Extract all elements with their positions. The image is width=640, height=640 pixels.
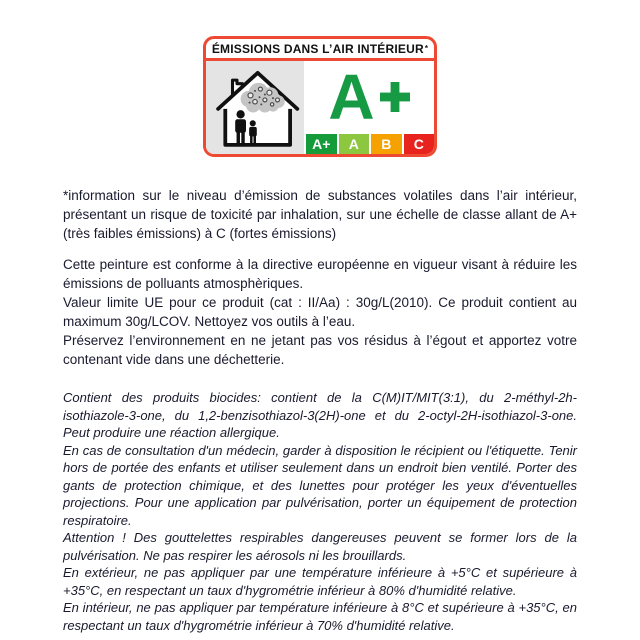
- house-with-indoor-pollution-cloud-and-family-icon: [209, 63, 301, 153]
- indoor-air-emissions-label: [203, 36, 437, 157]
- paragraph: Préservez l’environnement en ne jetant pas vos résidus à l’égout et apportez votre contenant vide dans une déchetterie.: [63, 333, 577, 367]
- label-text-column: [63, 186, 577, 634]
- paragraph: En extérieur, ne pas appliquer par une température inférieure à +5°C et supérieure à +35°C, en respectant un taux d'hygrométrie inférieur à 80% d'humidité relative.: [63, 565, 577, 598]
- label-body: [206, 61, 434, 154]
- label-title-text: ÉMISSIONS DANS L’AIR INTÉRIEUR: [211, 41, 424, 56]
- paragraph: En cas de consultation d'un médecin, garder à disposition le récipient ou l'étiquette. Tenir hors de portée des enfants et utiliser seulement dans un endroit bien ventilé. Porter des gants de protection chimique, et des lunettes pour protéger les yeux d'éventuelles projections. Pour une application par pulvérisation, porter un équipement de protection respiratoire.: [63, 442, 577, 528]
- label-title: ÉMISSIONS DANS L’AIR INTÉRIEUR *: [206, 39, 434, 61]
- house-pollution-panel: [206, 61, 304, 154]
- paragraph: En intérieur, ne pas appliquer par température inférieure à 8°C et supérieure à +35°C, en respectant un taux d'hygrométrie inférieur à 70% d'humidité relative.: [63, 600, 577, 633]
- rating-letter: A: [328, 60, 373, 133]
- footnote-paragraph: *information sur le niveau d’émission de substances volatiles dans l’air intérieur, présentant un risque de toxicité par inhalation, sur une échelle de classe allant de A+ (très faibles émissions) à C (fortes émissions): [63, 188, 577, 241]
- footnote-block: [63, 186, 577, 243]
- paragraph: Attention ! Des gouttelettes respirables dangereuses peuvent se former lors de la pulvérisation. Ne pas respirer les aérosols ni les brouillards.: [63, 530, 577, 563]
- rating-column: [304, 61, 434, 154]
- paragraph: Contient des produits biocides: contient de la C(M)IT/MIT(3:1), du 2-méthyl-2h-isothiazole-3-one, du 1,2-benzisothiazol-3(2H)-one et du 2-octyl-2H-isothiazol-3-one. Peut produire une réaction allergique.: [63, 390, 577, 440]
- scale-grade-a-plus: A+: [306, 134, 337, 154]
- rating-scale: [304, 132, 434, 154]
- scale-grade-a: A: [339, 134, 370, 154]
- plus-icon: [380, 82, 410, 112]
- regulatory-text-block: [63, 255, 577, 369]
- safety-text-block: [63, 389, 577, 634]
- rating-value: [304, 61, 434, 132]
- paragraph: Cette peinture est conforme à la directive européenne en vigueur visant à réduire les émissions de polluants atmosphèriques.: [63, 257, 577, 291]
- paragraph: Valeur limite UE pour ce produit (cat : II/Aa) : 30g/L(2010). Ce produit contient au maximum 30g/LCOV. Nettoyez vos outils à l’eau.: [63, 295, 577, 329]
- scale-grade-c: C: [404, 134, 435, 154]
- scale-grade-b: B: [371, 134, 402, 154]
